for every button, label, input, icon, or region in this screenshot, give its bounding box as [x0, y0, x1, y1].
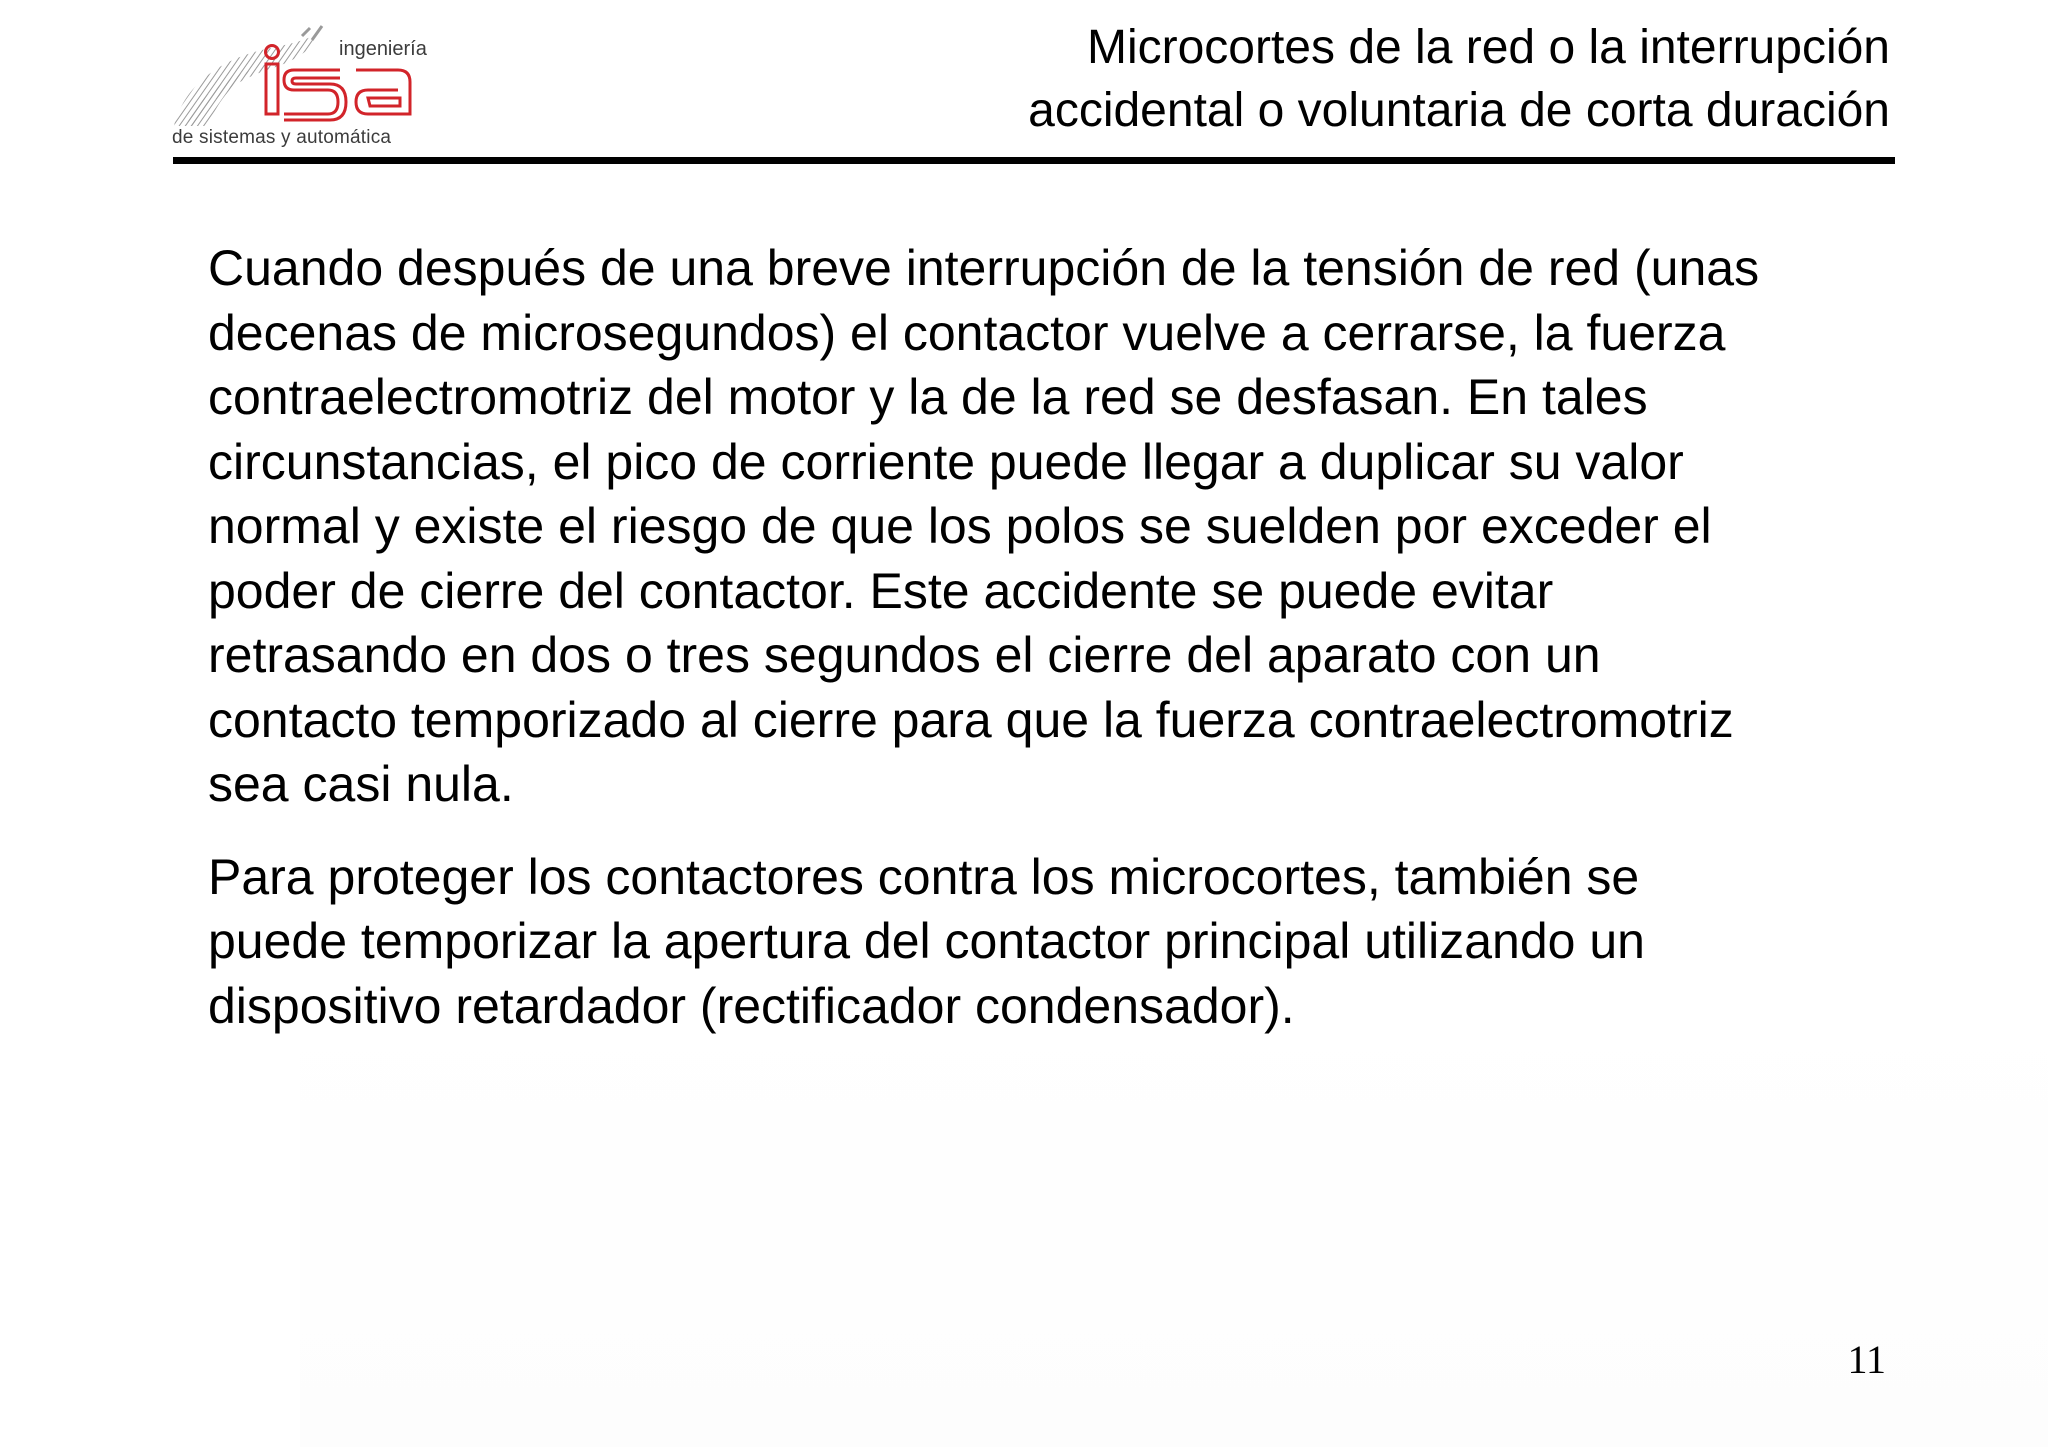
body-line: normal y existe el riesgo de que los polos se suelden por exceder el	[208, 498, 1712, 554]
slide-title	[790, 16, 1890, 142]
logo-i-stem	[266, 64, 278, 114]
body-paragraph	[208, 236, 1888, 817]
slide-title-line: Microcortes de la red o la interrupción	[1086, 21, 1890, 74]
body-line: Cuando después de una breve interrupción de la tensión de red (unas	[208, 240, 1760, 296]
body-paragraph	[208, 845, 1888, 1039]
body-line: circunstancias, el pico de corriente puede llegar a duplicar su valor	[208, 433, 1684, 490]
body-line: Para proteger los contactores contra los microcortes, también se	[208, 848, 1640, 905]
body-line: contacto temporizado al cierre para que la fuerza contraelectromotriz	[208, 691, 1734, 748]
body-line: contraelectromotriz del motor y la de la red se desfasan. En tales	[208, 369, 1648, 425]
body-line: decenas de microsegundos) el contactor vuelve a cerrarse, la fuerza	[208, 304, 1726, 361]
logo-top-word: ingeniería	[339, 38, 427, 60]
isa-logo	[172, 22, 442, 152]
body-line: puede temporizar la apertura del contactor principal utilizando un	[208, 913, 1645, 969]
header-divider	[173, 157, 1895, 164]
body-line: dispositivo retardador (rectificador condensador).	[208, 977, 1295, 1034]
slide-title-line: accidental o voluntaria de corta duración	[1028, 84, 1890, 137]
logo-a-bowl	[368, 98, 400, 106]
page-number: 11	[1847, 1337, 1886, 1382]
body-line: retrasando en dos o tres segundos el cierre del aparato con un	[208, 627, 1601, 683]
slide-body	[208, 236, 1888, 1066]
body-line: sea casi nula.	[208, 756, 514, 812]
body-line: poder de cierre del contactor. Este accidente se puede evitar	[208, 562, 1554, 619]
logo-caption: de sistemas y automática	[172, 127, 392, 148]
